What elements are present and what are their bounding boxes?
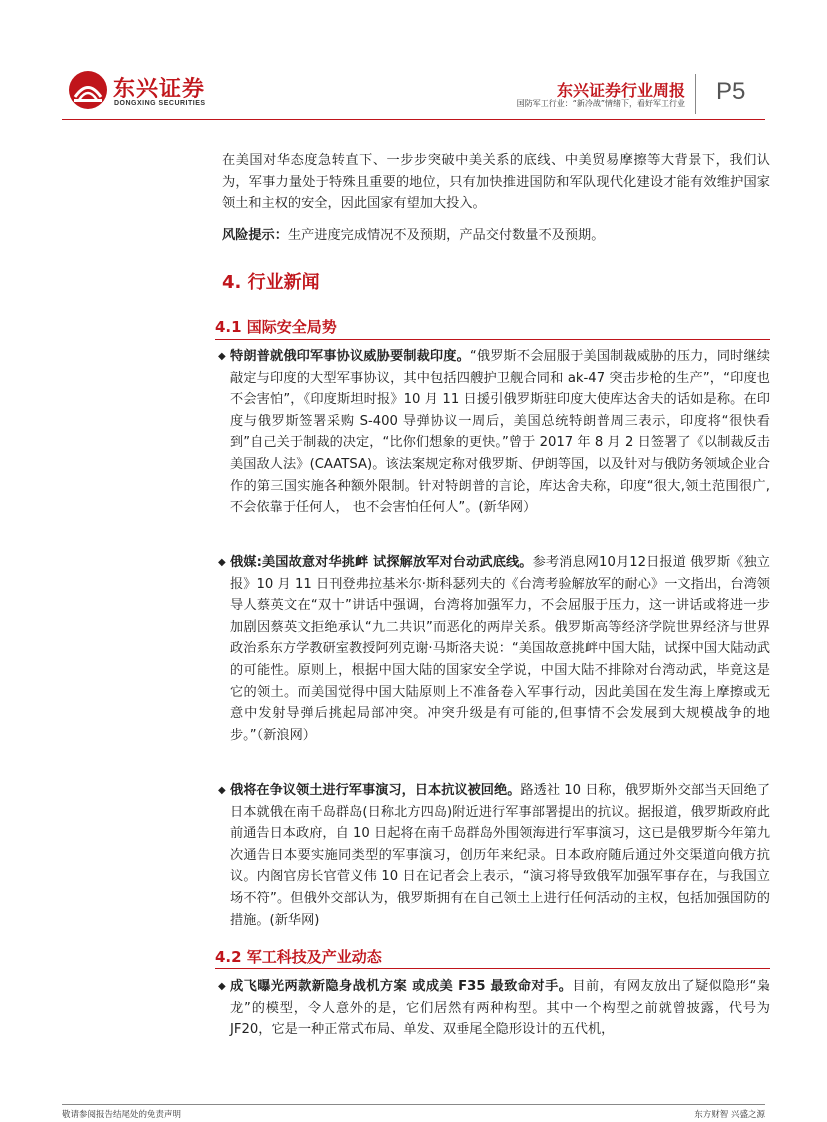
page-header bbox=[0, 0, 827, 125]
footer-disclaimer: 敬请参阅报告结尾处的免责声明 bbox=[62, 1110, 182, 1120]
news-item bbox=[218, 780, 771, 931]
news-item bbox=[218, 346, 770, 519]
news-item bbox=[218, 976, 770, 1041]
news-item bbox=[218, 552, 770, 746]
news-body bbox=[222, 346, 770, 519]
news-body bbox=[222, 552, 770, 746]
section-4-2-title: 4.2 军工科技及产业动态 bbox=[215, 948, 382, 966]
news-headline: 俄媒:美国故意对华挑衅 试探解放军对台动武底线。 bbox=[230, 555, 533, 570]
section-4-1-rule bbox=[215, 339, 770, 340]
section-4-title: 4. 行业新闻 bbox=[222, 272, 320, 293]
news-headline: 成飞曝光两款新隐身战机方案 或成美 F35 最致命对手。 bbox=[230, 979, 573, 994]
risk-text: 生产进度完成情况不及预期，产品交付数量不及预期。 bbox=[287, 227, 605, 243]
bullet-icon: ◆ bbox=[218, 351, 226, 362]
news-text: 参考消息网10月12日报道 俄罗斯《独立报》10 月 11 日刊登弗拉基米尔·斯科瑟列夫的《台湾考验解放军的耐心》一文指出，台湾领导人蔡英文在“双十”讲话中强调，台湾将加强军力，不会屈服于压力，这一讲话或将进一步加剧因蔡英文拒绝承认“九二共识”而恶化的两岸关系。俄罗斯高等经济学院世界经济与世界政治系东方学教研室教授阿列克谢·马斯洛夫说：“美国故意挑衅中国大陆，试探中国大陆动武的可能性。原则上，根据中国大陆的国家安全学说，中国大陆不排除对台湾动武，毕竟这是它的领土。而美国觉得中国大陆原则上不准备卷入军事行动，因此美国在发生海上摩擦或无意中发射导弹后挑起局部冲突。冲突升级是有可能的,但事情不会发展到大规模战争的地步。”（新浪网） bbox=[230, 555, 770, 743]
news-body bbox=[222, 976, 770, 1041]
footer-rule bbox=[62, 1104, 765, 1105]
header-rule bbox=[62, 119, 765, 120]
page-number: P5 bbox=[716, 78, 746, 105]
bullet-icon: ◆ bbox=[218, 557, 226, 568]
header-divider bbox=[695, 74, 696, 114]
section-4-2-rule bbox=[215, 968, 770, 969]
news-text: “俄罗斯不会屈服于美国制裁威胁的压力，同时继续敲定与印度的大型军事协议，其中包括四艘护卫舰合同和 ak-47 突击步枪的生产”，“印度也不会害怕”，《印度斯坦时报》10 月 11 日援引俄罗斯驻印度大使库达舍夫的话如是称。在印度与俄罗斯签署采购 S-400 导弹协议一周后，美国总统特朗普周三表示，印度将“很快看到”自己关于制裁的决定，“比你们想象的更快。”曾于 2017 年 8 月 2 日签署了《以制裁反击美国敌人法》(CAATSA)。该法案规定称对俄罗斯、伊朗等国，以及针对与俄防务领域企业合作的第三国实施各种额外限制。针对特朗普的言论，库达舍夫称，印度“很大,领土范围很广,不会依靠于任何人， 也不会害怕任何人”。(新华网） bbox=[230, 349, 770, 516]
logo-english-name: DONGXING SECURITIES bbox=[114, 100, 206, 107]
dongxing-logo-icon bbox=[68, 70, 108, 110]
news-text: 路透社 10 日称，俄罗斯外交部当天回绝了日本就俄在南千岛群岛(日称北方四岛)附近进行军事部署提出的抗议。据报道，俄罗斯政府此前通告日本政府，自 10 日起将在南千岛群岛外围领海进行军事演习，这已是俄罗斯今年第九次通告日本要实施同类型的军事演习，创历年来纪录。日本政府随后通过外交渠道向俄方抗议。内阁官房长官菅义伟 10 日在记者会上表示，“演习将导致俄军加强军事存在，与我国立场不符”。但俄外交部认为，俄罗斯拥有在自己领土上进行任何活动的主权，包括加强国防的措施。(新华网) bbox=[230, 783, 771, 928]
bullet-icon: ◆ bbox=[218, 981, 226, 992]
intro-section bbox=[222, 150, 770, 246]
news-headline: 特朗普就俄印军事协议威胁要制裁印度。 bbox=[230, 349, 470, 364]
bullet-icon: ◆ bbox=[218, 785, 226, 796]
logo-chinese-name: 东兴证券 bbox=[113, 77, 206, 102]
intro-paragraph: 在美国对华态度急转直下、一步步突破中美关系的底线、中美贸易摩擦等大背景下，我们认为，军事力量处于特殊且重要的地位，只有加快推进国防和军队现代化建设才能有效维护国家领土和主权的安全，因此国家有望加大投入。 bbox=[222, 153, 770, 212]
news-headline: 俄将在争议领土进行军事演习，日本抗议被回绝。 bbox=[230, 783, 521, 798]
news-body bbox=[222, 780, 770, 931]
report-title: 东兴证券行业周报 bbox=[556, 81, 685, 100]
news-text: 目前，有网友放出了疑似隐形“枭龙”的模型，令人意外的是，它们居然有两种构型。其中一个构型之前就曾披露，代号为 JF20，它是一种正常式布局、单发、双垂尾全隐形设计的五代机， bbox=[230, 979, 770, 1038]
section-4-1-title: 4.1 国际安全局势 bbox=[215, 318, 337, 336]
report-subtitle: 国防军工行业：“新冷战”情绪下，看好军工行业 bbox=[516, 99, 685, 108]
risk-warning bbox=[222, 225, 770, 247]
risk-label: 风险提示： bbox=[222, 227, 288, 243]
footer-slogan: 东方财智 兴盛之源 bbox=[694, 1110, 765, 1120]
